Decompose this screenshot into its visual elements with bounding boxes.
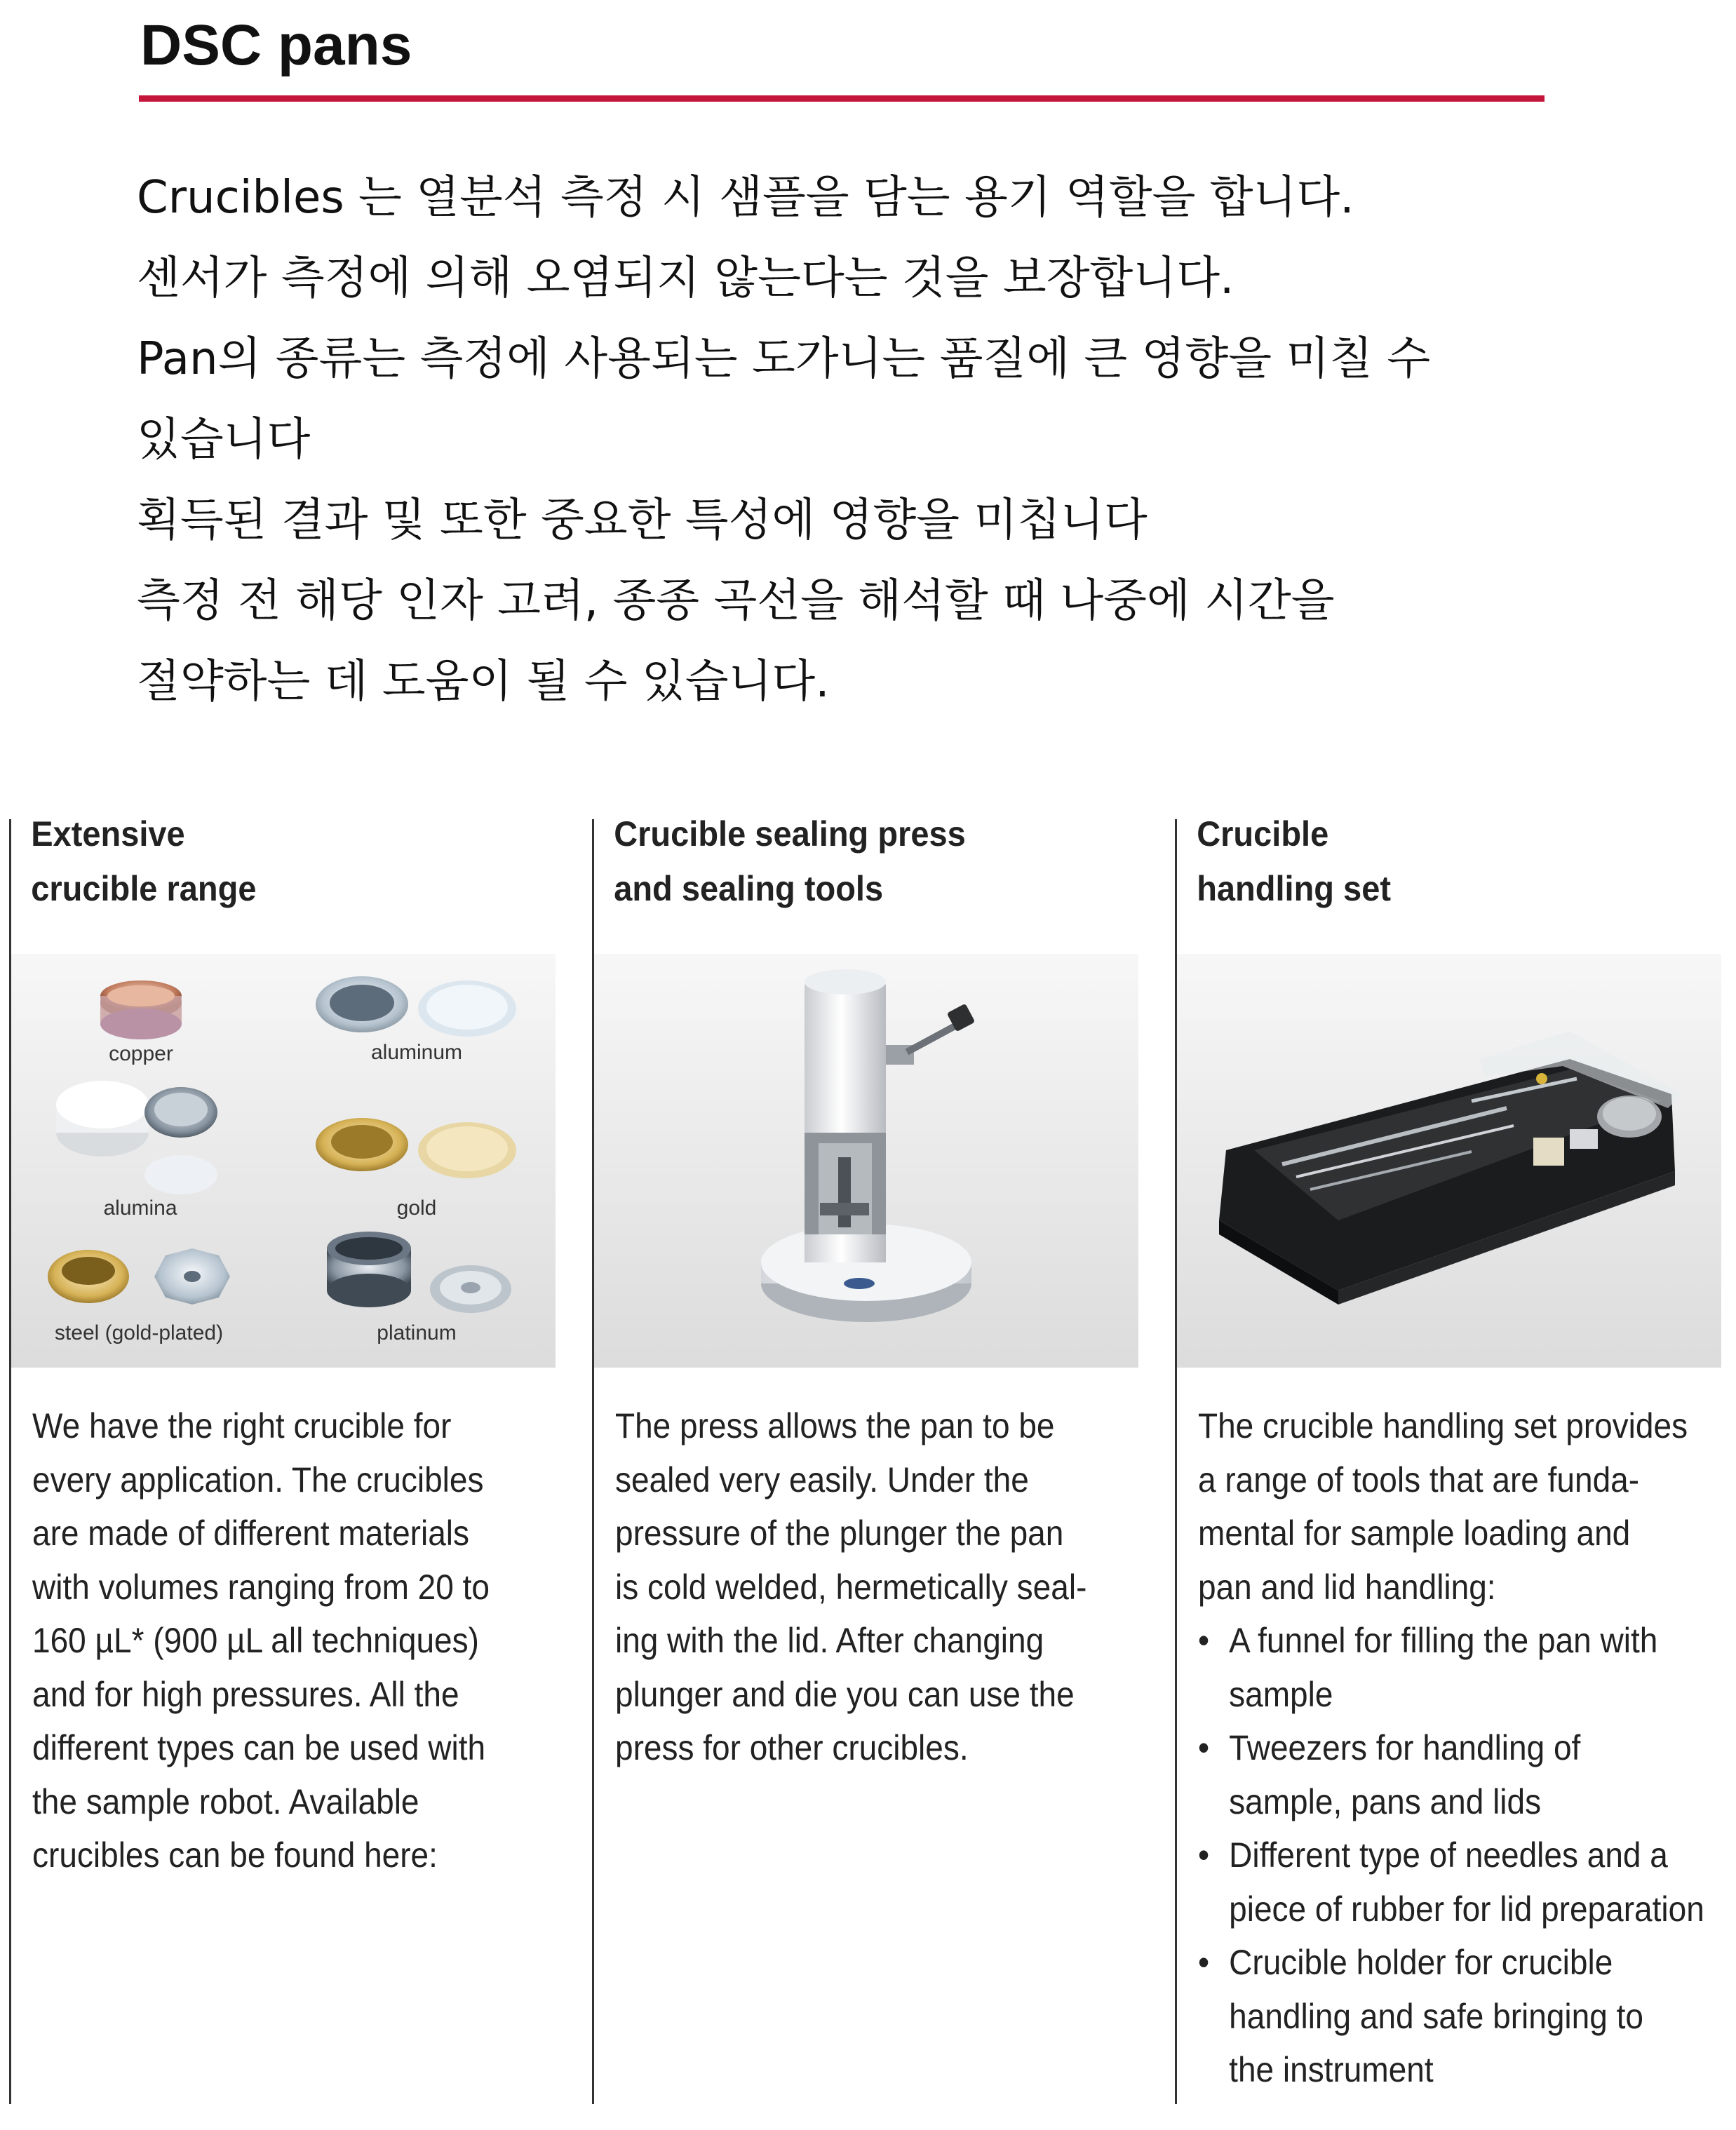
- body-line: crucibles can be found here:: [32, 1835, 438, 1875]
- intro-line: 획득된 결과 및 또한 중요한 특성에 영향을 미칩니다: [137, 494, 1148, 546]
- column-heading-line: Crucible: [1197, 814, 1329, 854]
- intro-text: [137, 158, 1575, 722]
- label-copper: copper: [109, 1042, 173, 1065]
- list-item: [1198, 1828, 1730, 1936]
- body-line: sealed very easily. Under the: [615, 1460, 1029, 1499]
- list-item-line: handling and safe bringing to: [1229, 1996, 1643, 2036]
- intro-line: 측정 전 해당 인자 고려, 종종 곡선을 해석할 때 나중에 시간을: [137, 575, 1335, 627]
- list-item-line: sample, pans and lids: [1229, 1781, 1542, 1821]
- intro-line: 있습니다: [137, 414, 311, 466]
- intro-line: 센서가 측정에 의해 오염되지 않는다는 것을 보장합니다.: [137, 252, 1234, 304]
- sealing-press-photo: [594, 954, 1138, 1368]
- body-line: pan and lid handling:: [1198, 1567, 1496, 1607]
- list-item: [1198, 1614, 1730, 1721]
- intro-line: 절약하는 데 도움이 될 수 있습니다.: [137, 656, 830, 708]
- body-line: plunger and die you can use the: [615, 1674, 1075, 1714]
- label-steel: steel (gold-plated): [54, 1321, 224, 1344]
- label-gold: gold: [396, 1197, 437, 1220]
- list-item-line: Tweezers for handling of: [1229, 1728, 1581, 1767]
- column-heading-line: crucible range: [31, 869, 257, 908]
- page-title: DSC pans: [140, 13, 412, 77]
- column-heading-line: handling set: [1197, 869, 1392, 908]
- body-line: different types can be used with: [32, 1728, 486, 1767]
- list-item-line: piece of rubber for lid preparation: [1229, 1889, 1704, 1929]
- body-line: The press allows the pan to be: [615, 1406, 1055, 1445]
- body-line: ing with the lid. After changing: [615, 1621, 1044, 1660]
- intro-line: Pan의 종류는 측정에 사용되는 도가니는 품질에 큰 영향을 미칠 수: [137, 333, 1431, 385]
- body-line: with volumes ranging from 20 to: [32, 1567, 490, 1607]
- body-line: The crucible handling set provides: [1198, 1406, 1688, 1445]
- body-line: are made of different materials: [32, 1514, 470, 1553]
- intro-line: Crucibles 는 열분석 측정 시 샘플을 담는 용기 역할을 합니다.: [137, 172, 1354, 224]
- column-handling-set: [1177, 807, 1724, 916]
- body-line: pressure of the plunger the pan: [615, 1514, 1064, 1553]
- body-line: the sample robot. Available: [32, 1781, 419, 1821]
- list-item-line: Different type of needles and a: [1229, 1835, 1668, 1875]
- body-line: mental for sample loading and: [1198, 1514, 1631, 1553]
- crucible-range-photo: [11, 954, 556, 1368]
- column-heading-line: Crucible sealing press: [614, 814, 966, 854]
- body-line: every application. The crucibles: [32, 1460, 484, 1499]
- body-line: press for other crucibles.: [615, 1728, 969, 1767]
- list-item-line: Crucible holder for crucible: [1229, 1943, 1613, 1982]
- list-item-line: the instrument: [1229, 2050, 1434, 2089]
- label-aluminum: aluminum: [370, 1041, 463, 1064]
- column-heading: [1177, 807, 1691, 916]
- column-heading-line: Extensive: [31, 814, 185, 854]
- crucible-range-text: [32, 1399, 561, 1882]
- body-line: 160 µL* (900 µL all techniques): [32, 1621, 479, 1660]
- body-line: We have the right crucible for: [32, 1406, 452, 1445]
- list-item: [1198, 1936, 1730, 2097]
- title-underline: [139, 95, 1545, 102]
- column-heading: [11, 807, 525, 916]
- list-item-line: sample: [1229, 1674, 1333, 1714]
- column-heading: [594, 807, 1108, 916]
- list-item: [1198, 1721, 1730, 1828]
- handling-set-text: [1198, 1399, 1730, 2097]
- body-line: is cold welded, hermetically seal-: [615, 1567, 1087, 1607]
- column-heading-line: and sealing tools: [614, 869, 884, 908]
- column-crucible-range: [11, 807, 558, 916]
- sealing-press-text: [615, 1399, 1144, 1775]
- label-platinum: platinum: [377, 1321, 457, 1344]
- body-line: a range of tools that are funda-: [1198, 1460, 1640, 1499]
- body-line: and for high pressures. All the: [32, 1674, 459, 1714]
- list-item-line: A funnel for filling the pan with: [1229, 1621, 1658, 1660]
- label-alumina: alumina: [103, 1197, 177, 1220]
- handling-set-photo: [1177, 954, 1721, 1368]
- handling-set-list: [1198, 1614, 1730, 2097]
- column-sealing-press: [594, 807, 1141, 916]
